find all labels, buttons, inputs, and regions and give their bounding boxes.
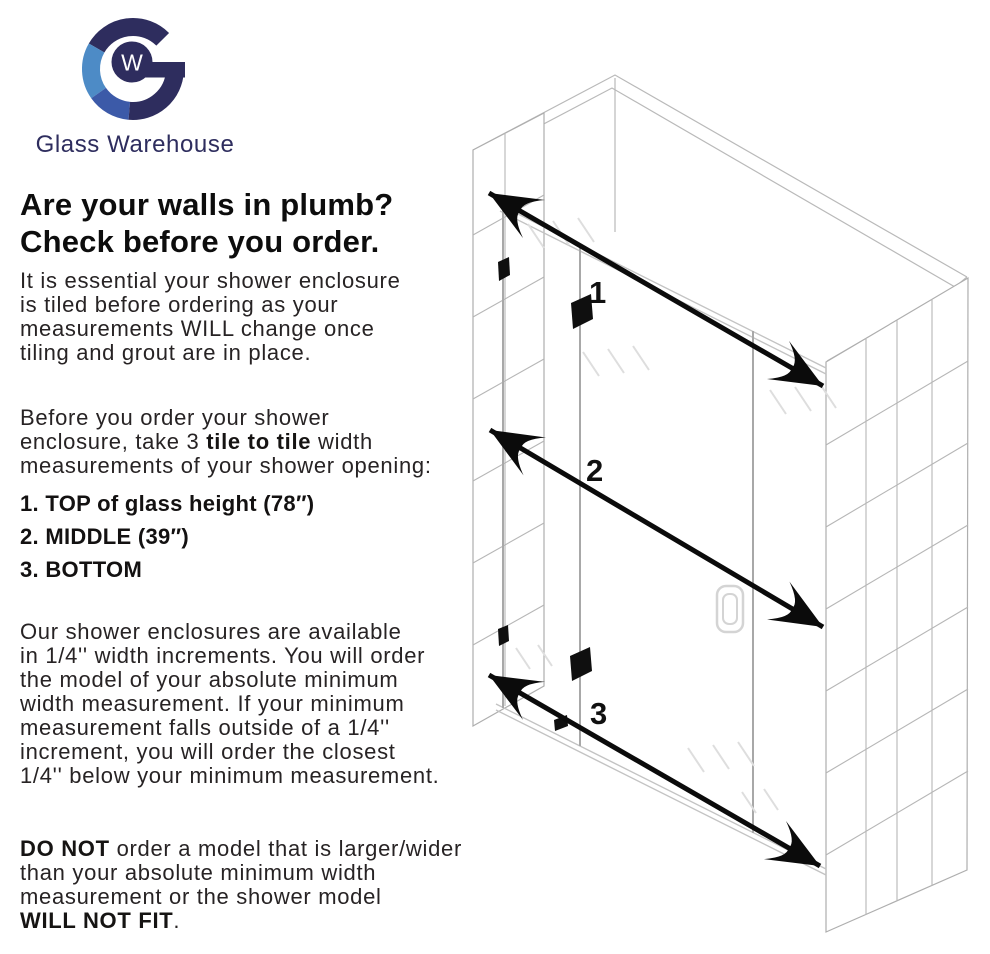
page-title-line2: Check before you order. xyxy=(20,224,380,259)
paragraph-line: measurements WILL change once xyxy=(20,316,375,341)
paragraph-line: Our shower enclosures are available xyxy=(20,619,402,644)
paragraph-line: the model of your absolute minimum xyxy=(20,667,399,692)
arrow-label-1: 1 xyxy=(589,275,607,310)
measurement-item-bottom: 3. BOTTOM xyxy=(20,557,143,582)
enclosure-top-rim xyxy=(473,75,967,361)
arrow-label-2: 2 xyxy=(586,453,604,488)
arrow-label-3: 3 xyxy=(590,696,608,731)
page-title-line1: Are your walls in plumb? xyxy=(20,187,394,222)
logo-monogram: W xyxy=(121,49,143,76)
will-not-fit-emphasis: WILL NOT FIT xyxy=(20,908,174,933)
door-handle xyxy=(717,586,743,632)
paragraph-line: in 1/4'' width increments. You will order xyxy=(20,643,426,668)
brand-name: Glass Warehouse xyxy=(35,131,235,158)
text-span: enclosure, take 3 xyxy=(20,429,207,454)
paragraph-line: measurement or the shower model xyxy=(20,884,382,909)
tile-to-tile-emphasis: tile to tile xyxy=(206,429,312,454)
measurement-item-middle: 2. MIDDLE (39″) xyxy=(20,524,190,549)
paragraph-line: than your absolute minimum width xyxy=(20,860,377,885)
paragraph-line: measurement falls outside of a 1/4'' xyxy=(20,715,390,740)
paragraph-line: Before you order your shower xyxy=(20,405,330,430)
measurement-item-top: 1. TOP of glass height (78″) xyxy=(20,491,315,516)
measurement-arrow-bottom xyxy=(489,675,820,866)
paragraph-line: is tiled before ordering as your xyxy=(20,292,339,317)
paragraph-line: tiling and grout are in place. xyxy=(20,340,312,365)
text-span: . xyxy=(173,908,181,933)
paragraph-line: width measurement. If your minimum xyxy=(20,691,405,716)
text-span: order a model that is larger/wider xyxy=(109,836,462,861)
right-tiled-wall xyxy=(826,278,968,932)
paragraph-line: It is essential your shower enclosure xyxy=(20,268,401,293)
paragraph-line: measurements of your shower opening: xyxy=(20,453,432,478)
paragraph-line: 1/4'' below your minimum measurement. xyxy=(20,763,440,788)
do-not-emphasis: DO NOT xyxy=(20,836,110,861)
text-span: width xyxy=(311,429,373,454)
paragraph-line: increment, you will order the closest xyxy=(20,739,396,764)
